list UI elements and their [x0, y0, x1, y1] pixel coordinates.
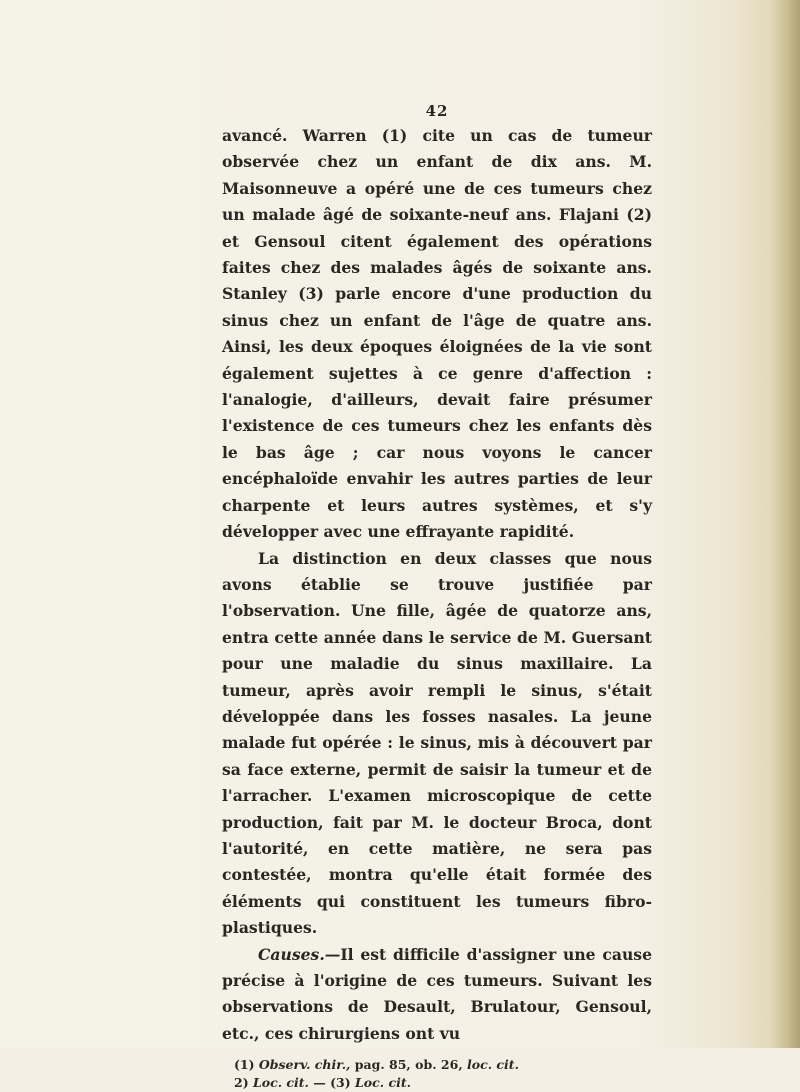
footnote-1-marker: (1)	[234, 1057, 255, 1073]
footnote-3-loc: Loc. cit.	[355, 1075, 411, 1091]
footnote-1	[222, 1056, 652, 1074]
footnote-2-loc: Loc. cit.	[252, 1075, 309, 1091]
page-number: 42	[425, 102, 449, 120]
footnote-2-3	[222, 1074, 652, 1092]
paragraph-causes	[222, 942, 652, 1048]
page-edge-shadow	[770, 0, 800, 1048]
paragraph-1: avancé. Warren (1) cite un cas de tumeur observée chez un enfant de dix ans. M. Maisonneuve a opéré une de ces tumeurs chez un malade âgé de soixante-neuf ans. Flajani (2) et Gensoul citent également des opérations faites chez des malades âgés de soixante ans. Stanley (3) parle encore d'une production du sinus chez un enfant de l'âge de quatre ans. Ainsi, les deux époques éloignées de la vie sont également sujettes à ce genre d'affection : l'analogie, d'ailleurs, devait faire présumer l'existence de ces tumeurs chez les enfants dès le bas âge ; car nous voyons le cancer encéphaloïde envahir les autres parties de leur charpente et leurs autres systèmes, et s'y développer avec une effrayante rapidité.	[222, 126, 652, 542]
causes-label: Causes.	[258, 944, 325, 964]
paragraph-2: La distinction en deux classes que nous avons établie se trouve justifiée par l'observation. Une fille, âgée de quatorze ans, entra cette année dans le service de M. Guersant pour une maladie du sinus maxillaire. La tumeur, après avoir rempli le sinus, s'était développée dans les fosses nasales. La jeune malade fut opérée : le sinus, mis à découvert par sa face externe, permit de saisir la tumeur et de l'arracher. L'examen microscopique de cette production, fait par M. le docteur Broca, dont l'autorité, en cette matière, ne sera pas contestée, montra qu'elle était formée des éléments qui constituent les tumeurs fibro-plastiques.	[222, 548, 652, 938]
footnote-separator: — (3)	[308, 1075, 356, 1091]
text-block	[222, 102, 652, 1092]
footnotes	[222, 1056, 652, 1092]
footnote-2-marker: 2)	[234, 1075, 249, 1091]
footnote-1-rest: pag. 85, ob. 26,	[350, 1057, 468, 1073]
footnote-1-loc: loc. cit.	[467, 1057, 519, 1073]
footnote-1-source: Observ. chir.,	[258, 1057, 351, 1073]
causes-text: —Il est difficile d'assigner une cause précise à l'origine de ces tumeurs. Suivant les observations de Desault, Brulatour, Gensoul, etc., ces chirurgiens ont vu	[222, 944, 652, 1043]
